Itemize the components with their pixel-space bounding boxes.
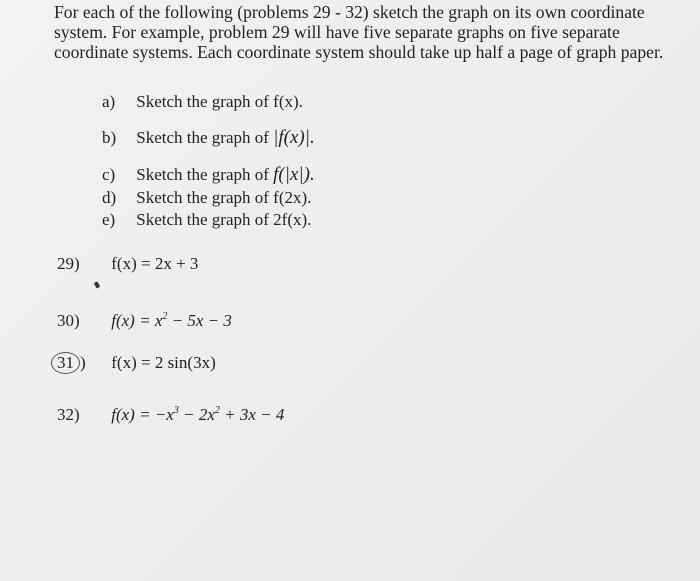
problem-30-expression (111, 311, 232, 331)
problem-32 (57, 405, 284, 425)
part-d-text: Sketch the graph of (136, 188, 269, 207)
part-a-letter: a) (102, 92, 116, 111)
part-c-expr: f(|x|). (273, 164, 315, 185)
instructions-paragraph (54, 2, 694, 62)
pen-mark (94, 281, 100, 288)
problem-29-number: 29) (57, 254, 80, 273)
instructions-line-3: coordinate systems. Each coordinate system should take up half a page of graph paper. (54, 42, 664, 62)
problem-31-circle: 31 (51, 352, 80, 374)
part-e (102, 210, 311, 230)
part-d-letter: d) (102, 188, 117, 207)
problem-32-expression (111, 405, 284, 425)
part-e-text: Sketch the graph of (136, 210, 269, 229)
part-d (102, 188, 311, 208)
problem-31-expression: f(x) = 2 sin(3x) (111, 353, 216, 372)
part-a-expr: f(x). (273, 92, 303, 111)
part-e-expr: 2f(x). (273, 210, 312, 229)
problem-30 (57, 311, 232, 331)
problem-32-number: 32) (57, 405, 80, 424)
problem-29-expression: f(x) = 2x + 3 (111, 254, 199, 273)
part-a-text: Sketch the graph of (136, 92, 269, 111)
problem-30-expr-prefix: f(x) = x (111, 311, 163, 330)
problem-31-paren: ) (80, 353, 86, 372)
problem-30-expr-suffix: − 5x − 3 (167, 311, 232, 330)
part-b (102, 127, 315, 149)
instructions-line-1: For each of the following (problems 29 - 32) sketch the graph on its own coordinate (54, 2, 645, 22)
problem-31 (57, 352, 216, 374)
problem-32-exponent-1: 3 (173, 405, 179, 416)
problem-30-exponent: 2 (162, 311, 168, 322)
part-c (102, 164, 315, 186)
problem-32-expr-mid: − 2x (178, 405, 215, 424)
part-d-expr: f(2x). (273, 188, 312, 207)
part-e-letter: e) (102, 210, 116, 229)
problem-32-expr-prefix: f(x) = −x (111, 405, 174, 424)
problem-32-expr-suffix: + 3x − 4 (219, 405, 285, 424)
part-b-text: Sketch the graph of (136, 128, 269, 147)
problem-32-exponent-2: 2 (214, 405, 220, 416)
bleed-through-decoration (330, 75, 333, 90)
problem-30-number: 30) (57, 311, 80, 330)
part-c-text: Sketch the graph of (136, 165, 269, 184)
instructions-line-2: system. For example, problem 29 will have five separate graphs on five separate (54, 22, 620, 42)
part-b-expr: |f(x)|. (273, 127, 315, 148)
part-c-letter: c) (102, 165, 116, 184)
part-b-letter: b) (102, 128, 117, 147)
problem-31-number (57, 352, 107, 374)
problem-29 (57, 254, 198, 274)
part-a (102, 92, 303, 112)
